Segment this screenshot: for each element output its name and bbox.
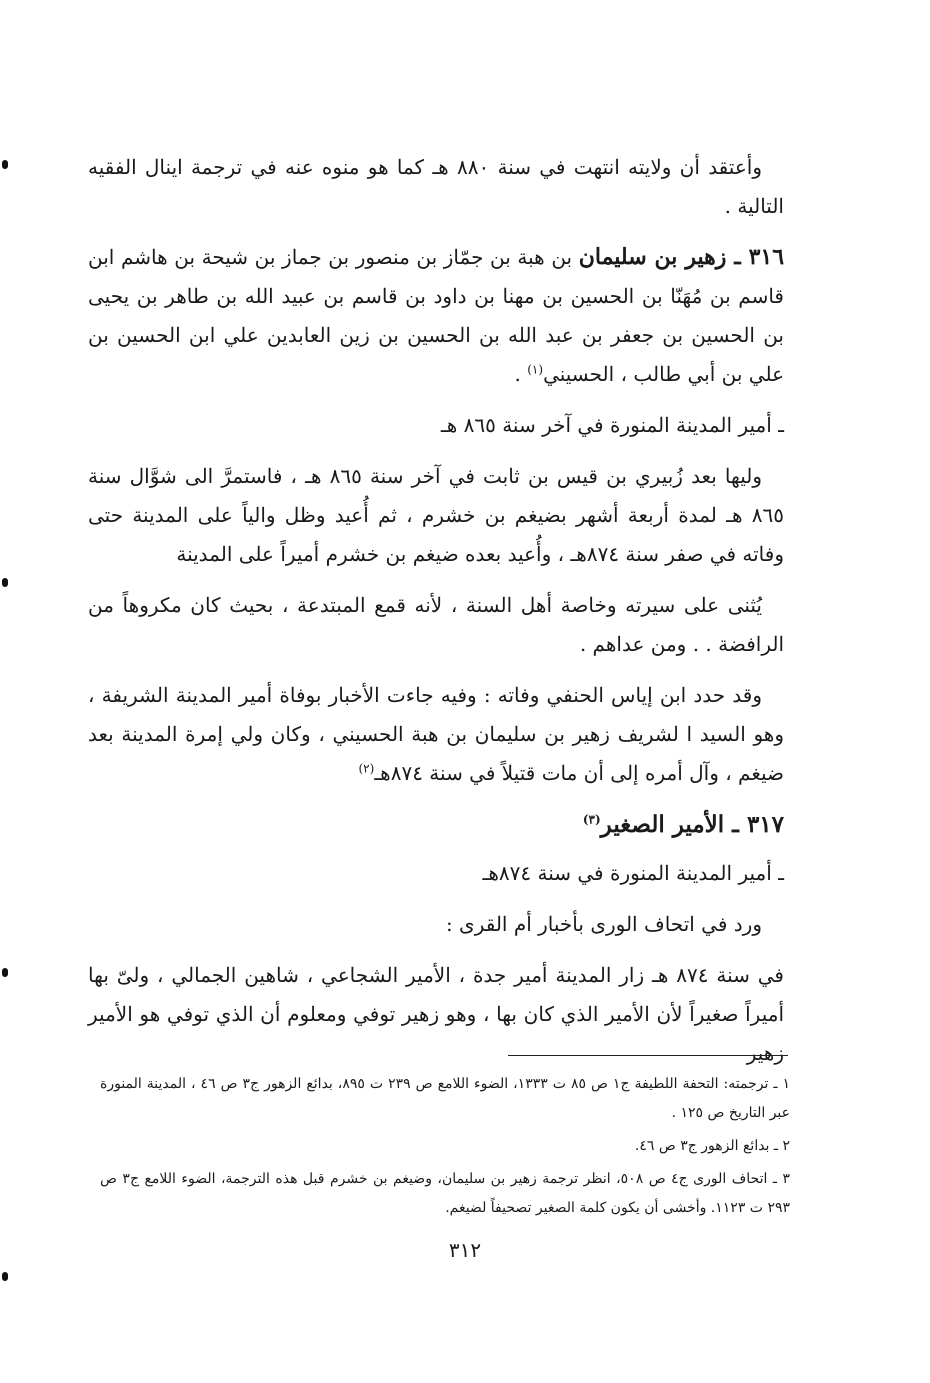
footnote-1: ١ ـ ترجمته: التحفة اللطيفة ج١ ص ٨٥ ت ١٣٣٣، الضوء اللامع ص ٢٣٩ ت ٨٩٥، بدائع الزهور ج٣ ص ٤٦ ، المدينة المنورة عبر التاريخ ص ١٢٥ .: [100, 1076, 790, 1121]
footnote-ref-3[interactable]: (٣): [582, 812, 601, 827]
entry-316-praise: يُثنى على سيرته وخاصة أهل السنة ، لأنه قمع المبتدعة ، بحيث كان مكروهاً من الرافضة . . ومن عداهم .: [88, 593, 784, 656]
entry-317-source: ورد في اتحاف الورى بأخبار أم القرى :: [445, 912, 762, 936]
paragraph-intro: وأعتقد أن ولايته انتهت في سنة ٨٨٠ هـ كما هو منوه عنه في ترجمة اينال الفقيه التالية .: [88, 155, 784, 218]
binding-mark: [2, 578, 8, 587]
footnote-3: ٣ ـ اتحاف الورى ج٤ ص ٥٠٨، انظر ترجمة زهير بن سليمان، وضيغم بن خشرم قبل هذه الترجمة، الضوء اللامع ج٣ ص ٢٩٣ ت ١١٢٣. وأخشى أن يكون كلمة الصغير تصحيفاً لضيغم.: [100, 1171, 790, 1216]
entry-317-title: ٣١٧ ـ الأمير الصغير: [600, 811, 784, 838]
entry-316-end: .: [514, 362, 528, 386]
entry-316-death: [88, 676, 784, 793]
main-text: [88, 148, 784, 1085]
page-number: ٣١٢: [448, 1238, 482, 1262]
entry-316-role: ـ أمير المدينة المنورة في آخر سنة ٨٦٥ هـ: [440, 413, 784, 437]
entry-316: [88, 238, 784, 394]
entry-316-history: وليها بعد زُبيري بن قيس بن ثابت في آخر سنة ٨٦٥ هـ ، فاستمرَّ الى شوَّال سنة ٨٦٥ هـ لمدة أربعة أشهر بضيغم بن خشرم ، ثم أُعيد وظل والياً على المدينة حتى وفاته في صفر سنة ٨٧٤هـ ، وأُعيد بعده ضيغم بن خشرم أميراً على المدينة: [88, 464, 784, 566]
entry-317-history: في سنة ٨٧٤ هـ زار المدينة أمير جدة ، الأمير الشجاعي ، شاهين الجمالي ، ولىّ بها أميراً صغيراً لأن الأمير الذي كان بها ، وهو زهير توفي ومعلوم أن الذي توفي هو الأمير زهير: [88, 963, 784, 1065]
binding-mark: [2, 1272, 8, 1281]
footnote-divider: [508, 1055, 788, 1056]
binding-mark: [2, 160, 8, 169]
entry-317: [88, 805, 784, 844]
footnote-2: ٢ ـ بدائع الزهور ج٣ ص ٤٦.: [634, 1138, 790, 1154]
entry-317-role: ـ أمير المدينة المنورة في سنة ٨٧٤هـ: [482, 861, 784, 885]
entry-316-title: ٣١٦ ـ زهير بن سليمان: [578, 244, 785, 270]
footnote-ref-1[interactable]: (١): [527, 362, 544, 377]
footnotes: [100, 1070, 790, 1227]
footnote-ref-2[interactable]: (٢): [358, 761, 375, 776]
entry-316-lineage: بن هبة بن جمّاز بن منصور بن جماز بن شيحة بن هاشم ابن قاسم بن مُهَنّا بن الحسين بن مهنا بن داود بن قاسم بن عبيد الله بن طاهر بن يحيى بن الحسين بن جعفر بن عبد الله بن الحسين بن زين العابدين علي ابن الحسين بن علي بن أبي طالب ، الحسيني: [88, 245, 784, 386]
entry-316-death-text: وقد حدد ابن إياس الحنفي وفاته : وفيه جاءت الأخبار بوفاة أمير المدينة الشريفة ، وهو السيد ا لشريف زهير بن سليمان بن هبة الحسيني ، وكان ولي إمرة المدينة بعد ضيغم ، وآل أمره إلى أن مات قتيلاً في سنة ٨٧٤هـ: [88, 683, 784, 785]
binding-mark: [2, 968, 8, 977]
